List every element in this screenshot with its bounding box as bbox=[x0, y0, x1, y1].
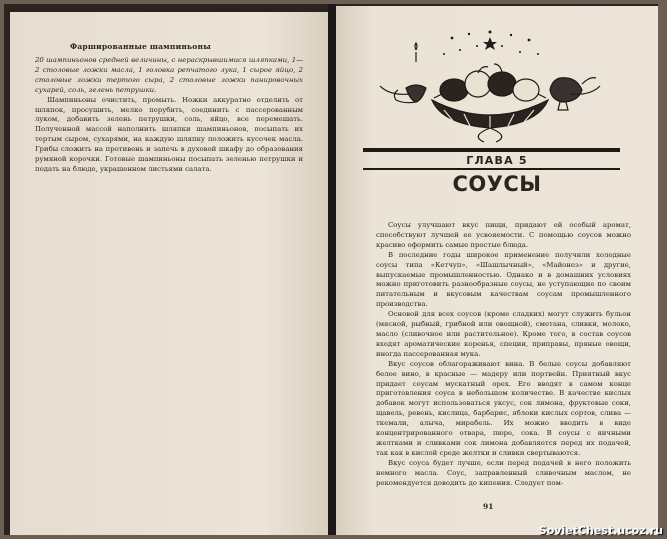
paragraph: Вкус соуса будет лучше, если перед подачей в него положить немного масла. Соус, заправленный сливочным маслом, не рекомендуется доводить до кипения. Следует пом- bbox=[376, 458, 631, 487]
recipe-ingredients: 20 шампиньонов средней величины, с нераскрывшимися шляпками, 1—2 столовые ложки масла, 1 головка репчатого лука, 1 сырое яйцо, 2 столовые ложки тертого сыра, 2 столовые ложки панировочных сухарей, соль, зелень петрушки. bbox=[35, 56, 303, 94]
chapter-ornament-illustration bbox=[374, 28, 606, 143]
paragraph: Вкус соусов облагораживают вина. В белые соусы добавляют белое вино, в красные — мадеру или портвейн. Приятный вкус придает соусам мускатный орех. Его вводят в самом конце приготовления соуса в небольшом количестве. В качестве кислых добавок могут использоваться уксус, сок лимона, фруктовые соки, щавель, ревень, кислица, барбарис, яблоки кислых сортов, слива — ткемали, алыча, мирабель. Их можно вводить в виде концентрированного отвара, пюре, сока. В соусы с яичными желтками и сливками сок лимона добавляется перед их подачей, так как в кислой среде желтки и сливки свертываются. bbox=[376, 359, 631, 457]
right-page bbox=[336, 6, 658, 535]
left-page bbox=[10, 12, 328, 535]
chapter-rule-top bbox=[363, 148, 620, 152]
running-head: Фаршированные шампиньоны bbox=[70, 42, 211, 51]
chapter-rule-middle bbox=[363, 168, 620, 170]
left-body-text bbox=[35, 56, 303, 175]
paragraph: Соусы улучшают вкус пищи, придают ей особый аромат, способствуют лучшей ее усвояемости. С помощью соусов можно красиво оформить самые простые блюда. bbox=[376, 221, 631, 249]
page-number: 91 bbox=[483, 502, 494, 511]
book-spread bbox=[4, 4, 658, 535]
right-body-text bbox=[376, 221, 631, 488]
chapter-title: СОУСЫ bbox=[452, 172, 542, 196]
book-gutter bbox=[328, 4, 336, 535]
recipe-instructions: Шампиньоны очистить, промыть. Ножки аккуратно отделить от шляпок, просушить, мелко порубить, соединить с пассерованным луком, добавить зелень петрушки, соль, яйцо, все перемешать. Полученной массой наполнить шляпки шампиньонов, посыпать их тертым сыром, сухарями, на каждую шляпку положить кусочек масла. Грибы сложить на противень и запечь в духовой шкафу до образования румяной корочки. Готовые шампиньоны посыпать зеленью петрушки и подать на блюде, украшенном листьями салата. bbox=[35, 95, 303, 173]
chapter-number: ГЛАВА 5 bbox=[466, 154, 528, 167]
paragraph: В последние годы широкое применение получили холодные соусы типа «Кетчуп», «Шашлычный», «Майонез» и другие, выпускаемые промышленностью. Однако и в домашних условиях можно приготовить разнообразные соусы, не уступающие по своим питательным и вкусовым качествам соусам промышленного производства. bbox=[376, 250, 631, 309]
paragraph: Основой для всех соусов (кроме сладких) могут служить бульон (мясной, рыбный, грибной или овощной), сметана, сливки, молоко, масло (сливочное или растительное). Кроме того, в состав соусов входят ароматические коренья, специи, приправы, пряные овощи, иногда пассерованная мука. bbox=[376, 310, 631, 358]
watermark: SovietChest.ucoz.ru bbox=[538, 524, 663, 537]
